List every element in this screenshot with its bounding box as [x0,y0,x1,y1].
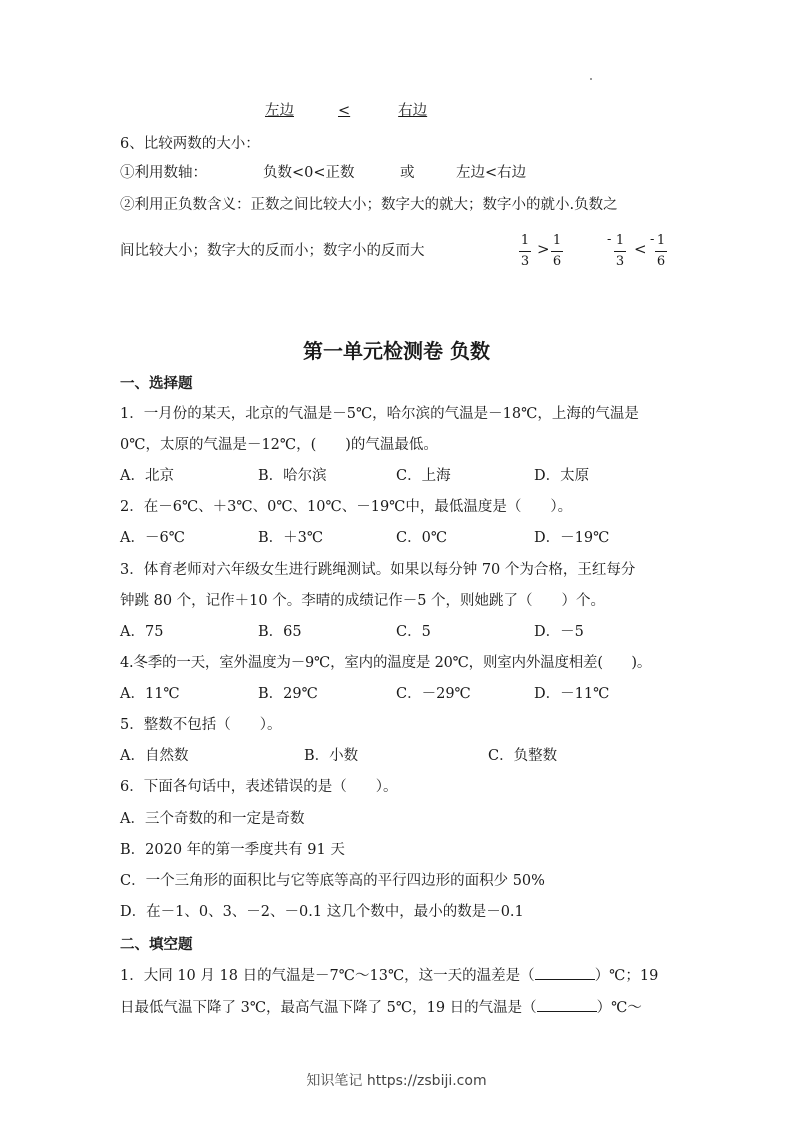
q2-option-a[interactable]: A．－6℃ [120,530,185,546]
greater-than-sign: > [537,240,550,258]
less-than-sign: < [634,240,647,258]
rule6-line3: 间比较大小；数字大的反而小；数字小的反而大 [120,243,425,259]
q2-option-d[interactable]: D．－19℃ [534,530,610,546]
q6-text: 6．下面各句话中，表述错误的是（ ）。 [120,779,398,795]
denominator: 6 [552,254,562,269]
numerator: 1 [656,233,666,248]
q3-line1: 3．体育老师对六年级女生进行跳绳测试。如果以每分钟 70 个为合格，王红每分 [120,562,636,578]
fill-q1-line1 [120,965,658,986]
fraction-bar [614,251,626,252]
minus-sign: - [650,232,655,247]
answer-blank[interactable] [537,997,597,1012]
minus-sign: - [607,232,612,247]
section2-heading: 二、填空题 [120,937,193,953]
section1-heading: 一、选择题 [120,376,193,392]
number-line-order [265,101,427,121]
numerator: 1 [615,233,625,248]
q3-option-a[interactable]: A．75 [120,624,164,640]
q5-text: 5．整数不包括（ ）。 [120,717,282,733]
fill-q1-line1-end: ）℃；19 [594,968,659,984]
rule6-line1-a: ①利用数轴： [120,165,207,181]
rule6-line1 [120,163,207,183]
fraction-neg-one-sixth [655,233,667,270]
q6-option-b[interactable]: B．2020 年的第一季度共有 91 天 [120,842,345,858]
denominator: 6 [656,254,666,269]
numerator: 1 [552,233,562,248]
q4-option-c[interactable]: C．－29℃ [396,686,471,702]
denominator: 3 [520,254,530,269]
q5-option-a[interactable]: A．自然数 [120,748,189,764]
fill-q1-line1-text: 1．大同 10 月 18 日的气温是－7℃～13℃，这一天的温差是（ [120,968,535,984]
q6-option-a[interactable]: A．三个奇数的和一定是奇数 [120,811,305,827]
denominator: 3 [615,254,625,269]
fill-q1-line2 [120,997,642,1018]
footer-watermark: 知识笔记 https://zsbiji.com [306,1073,487,1089]
q4-text: 4.冬季的一天，室外温度为－9℃，室内的温度是 20℃，则室内外温度相差( )。 [120,655,652,671]
q4-option-b[interactable]: B．29℃ [258,686,318,702]
q4-option-a[interactable]: A．11℃ [120,686,180,702]
fraction-neg-one-third [614,233,626,270]
q1-option-b[interactable]: B．哈尔滨 [258,468,327,484]
q1-option-d[interactable]: D．太原 [534,468,590,484]
rule6-line2: ②利用正负数含义：正数之间比较大小；数字大的就大；数字小的就小.负数之 [120,197,618,213]
page-title: 第一单元检测卷 负数 [303,339,490,363]
fill-q1-line2-text: 日最低气温下降了 3℃，最高气温下降了 5℃，19 日的气温是（ [120,1000,537,1016]
fraction-bar [519,251,531,252]
q6-option-c[interactable]: C．一个三角形的面积比与它等底等高的平行四边形的面积少 50% [120,873,545,889]
rule6-line1-d: 左边<右边 [456,165,527,181]
fraction-one-third [519,233,531,270]
q6-option-d[interactable]: D．在－1、0、3、－2、－0.1 这几个数中，最小的数是－0.1 [120,904,524,920]
q3-option-c[interactable]: C．5 [396,624,431,640]
q2-text: 2．在－6℃、＋3℃、0℃、10℃、－19℃中，最低温度是（ ）。 [120,499,573,515]
q3-option-d[interactable]: D．－5 [534,624,584,640]
q1-line1: 1．一月份的某天，北京的气温是－5℃，哈尔滨的气温是－18℃，上海的气温是 [120,406,639,422]
fill-q1-line2-end: ）℃～ [596,1000,642,1016]
less-than-sign: < [338,103,351,119]
left-label: 左边 [265,103,294,119]
fraction-bar [655,251,667,252]
q1-line2: 0℃，太原的气温是－12℃，( )的气温最低。 [120,437,438,453]
right-label: 右边 [398,103,428,119]
numerator: 1 [520,233,530,248]
q2-option-b[interactable]: B．＋3℃ [258,530,324,546]
rule6-line1-b: 负数<0<正数 [263,165,355,181]
q3-option-b[interactable]: B．65 [258,624,302,640]
fraction-bar [551,251,563,252]
rule6-line1-c: 或 [400,165,415,181]
rule6-title: 6、比较两数的大小： [120,136,260,152]
q4-option-d[interactable]: D．－11℃ [534,686,610,702]
q2-option-c[interactable]: C．0℃ [396,530,448,546]
stray-dot [590,78,592,80]
q3-line2: 钟跳 80 个，记作＋10 个。李晴的成绩记作－5 个，则她跳了（ ）个。 [120,593,606,609]
q1-option-a[interactable]: A．北京 [120,468,174,484]
q5-option-b[interactable]: B．小数 [304,748,359,764]
q5-option-c[interactable]: C．负整数 [488,748,558,764]
answer-blank[interactable] [535,965,595,980]
fraction-one-sixth [551,233,563,270]
q1-option-c[interactable]: C．上海 [396,468,451,484]
